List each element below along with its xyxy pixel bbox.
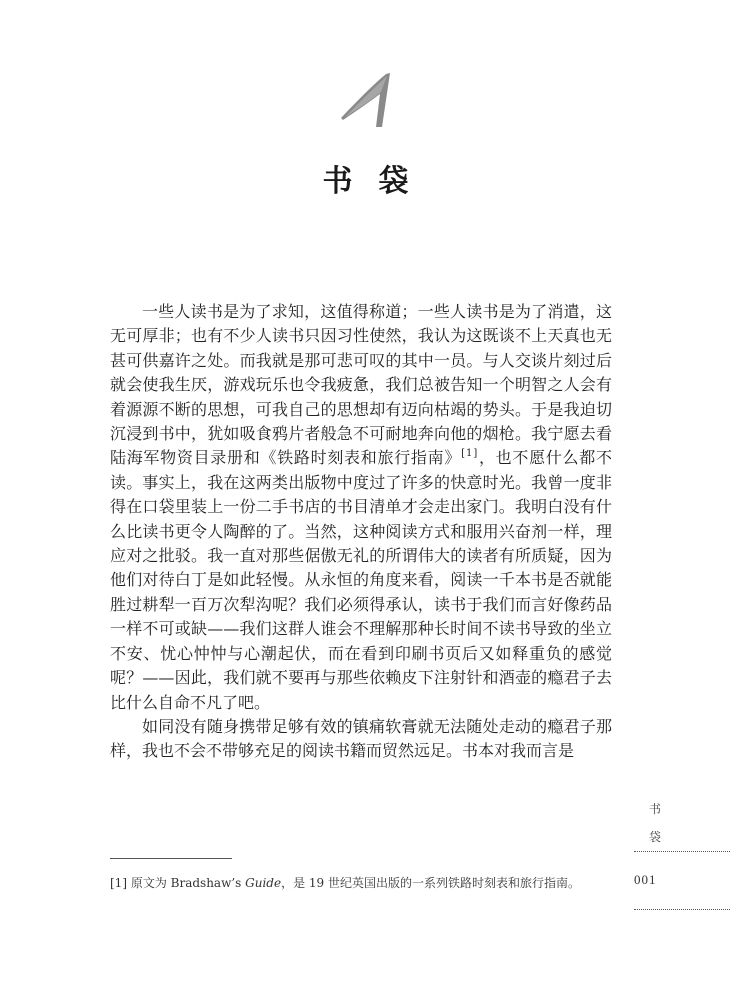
margin-dotted-rule-bottom (634, 909, 731, 910)
footnote-italic-guide: Guide (245, 876, 282, 890)
page-number: 001 (634, 872, 657, 887)
footnote (110, 874, 620, 892)
paragraph-2: 如同没有随身携带足够有效的镇痛软膏就无法随处走动的瘾君子那样，我也不会不带够充足的阅读书籍而贸然远足。书本对我而言是 (110, 716, 612, 761)
footnote-text-1: 原文为 Bradshaw’s (130, 876, 246, 890)
footnote-reference[interactable]: [1] (461, 448, 479, 460)
chapter-title: 书袋 (322, 164, 435, 199)
body-text (110, 300, 612, 764)
paragraph-1-part-1: 一些人读书是为了求知，这值得称道；一些人读书是为了消遣，这无可厚非；也有不少人读书只因习性使然，我认为这既谈不上天真也无甚可供嘉许之处。而我就是那可悲可叹的其中一员。与人交谈片刻过后就会使我生厌，游戏玩乐也令我疲惫，我们总被告知一个明智之人会有着源源不断的思想，可我自己的思想却有迈向枯竭的势头。于是我迫切沉浸到书中，犹如吸食鸦片者般急不可耐地奔向他的烟枪。我宁愿去看陆海军物资目录册和《铁路时刻表和旅行指南》 (110, 302, 612, 468)
paragraph-1 (110, 300, 612, 715)
running-head-char-2: 袋 (648, 830, 661, 844)
margin-dotted-rule-top (634, 851, 731, 852)
running-head (640, 795, 670, 851)
footnote-text-2: ，是 19 世纪英国出版的一系列铁路时刻表和旅行指南。 (281, 876, 580, 890)
running-head-char-1: 书 (648, 802, 661, 816)
footnote-divider (110, 858, 232, 859)
footnote-marker: [1] (110, 876, 127, 890)
chapter-numeral-1 (336, 70, 396, 130)
paragraph-1-part-2: ，也不愿什么都不读。事实上，我在这两类出版物中度过了许多的快意时光。我曾一度非得在口袋里装上一份二手书店的书目清单才会走出家门。我明白没有什么比读书更令人陶醉的了。当然，这种阅读方式和服用兴奋剂一样，理应对之批驳。我一直对那些倨傲无礼的所谓伟大的读者有所质疑，因为他们对待白丁是如此轻慢。从永恒的角度来看，阅读一千本书是否就能胜过耕犁一百万次犁沟呢？我们必须得承认，读书于我们而言好像药品一样不可或缺——我们这群人谁会不理解那种长时间不读书导致的坐立不安、忧心忡忡与心潮起伏，而在看到印刷书页后又如释重负的感觉呢？——因此，我们就不要再与那些依赖皮下注射针和酒壶的瘾君子去比什么自命不凡了吧。 (110, 448, 612, 712)
